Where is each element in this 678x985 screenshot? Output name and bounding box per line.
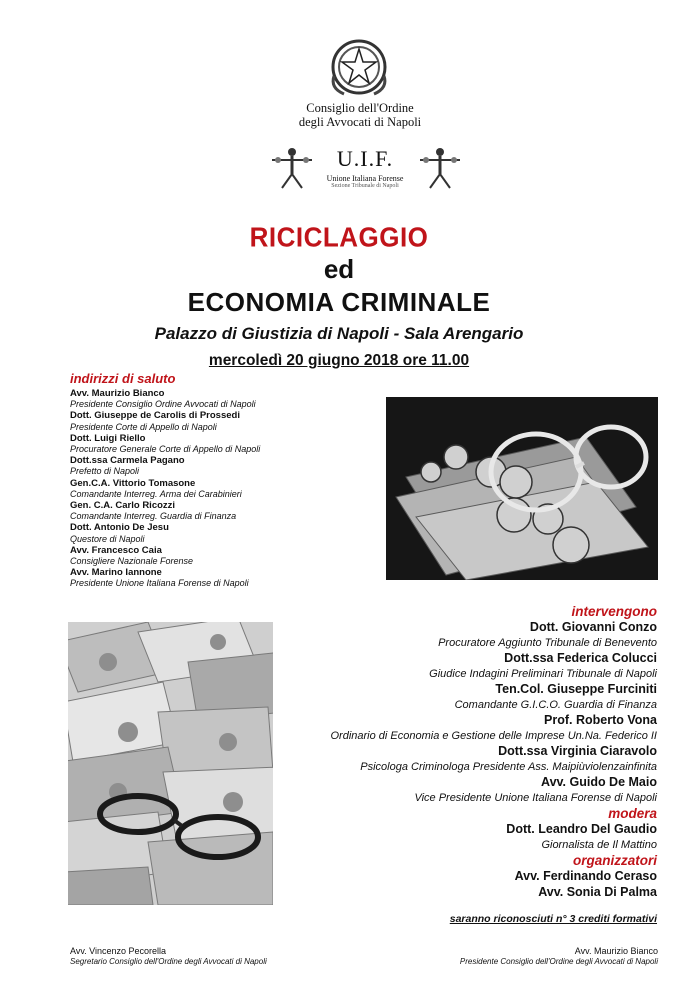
guest-name: Dott.ssa Carmela Pagano (70, 455, 185, 467)
speakers-section (280, 604, 657, 900)
speaker-name: Dott. Giovanni Conzo (529, 620, 657, 634)
signature-name: Avv. Maurizio Bianco (574, 946, 658, 956)
speaker-role: Psicologa Criminologa Presidente Ass. Maipiùviolenzainfinita (360, 760, 657, 773)
guest-name: Avv. Marino Iannone (70, 567, 162, 579)
guest-name: Gen. C.A. Carlo Ricozzi (70, 500, 176, 512)
credits-note: saranno riconosciuti n° 3 crediti formativi (449, 913, 657, 925)
organizer-name: Avv. Ferdinando Ceraso (514, 869, 657, 883)
speaker-name: Ten.Col. Giuseppe Furciniti (495, 682, 657, 696)
organizer-name: Avv. Sonia Di Palma (538, 884, 657, 899)
list-item (70, 500, 370, 522)
speakers-heading: intervengono (571, 604, 657, 619)
guest-role: Presidente Unione Italiana Forense di Napoli (70, 578, 249, 589)
moderator-role: Giornalista de Il Mattino (541, 838, 657, 851)
uif-title: U.I.F. (336, 146, 394, 171)
speaker-role: Vice Presidente Unione Italiana Forense di Napoli (414, 791, 657, 804)
moderator-heading: modera (608, 806, 657, 821)
signature-president (340, 946, 658, 967)
list-item (70, 478, 370, 500)
guest-name: Dott. Giuseppe de Carolis di Prossedi (70, 410, 240, 422)
guest-name: Avv. Francesco Caia (70, 544, 162, 556)
greetings-heading: indirizzi di saluto (70, 371, 176, 386)
speaker-role: Giudice Indagini Preliminari Tribunale di Napoli (429, 667, 657, 680)
greetings-list (70, 388, 370, 590)
signature-role: Presidente Consiglio dell'Ordine degli Avvocati di Napoli (459, 957, 658, 966)
speaker-name: Dott.ssa Virginia Ciaravolo (498, 744, 657, 758)
title-riciclaggio: RICICLAGGIO (249, 220, 429, 254)
guest-role: Prefetto di Napoli (70, 466, 140, 477)
guest-role: Questore di Napoli (70, 533, 145, 544)
signature-secretary (70, 946, 370, 967)
signature-role: Segretario Consiglio dell'Ordine degli Avvocati di Napoli (70, 957, 267, 966)
speaker-name: Prof. Roberto Vona (544, 713, 657, 727)
list-item (70, 455, 370, 477)
speaker-name: Avv. Guido De Maio (541, 775, 657, 789)
guest-role: Procuratore Generale Corte di Appello di Napoli (70, 444, 261, 455)
guest-name: Gen.C.A. Vittorio Tomasone (70, 477, 196, 489)
guest-name: Dott. Antonio De Jesu (70, 522, 169, 534)
speaker-role: Ordinario di Economia e Gestione delle Imprese Un.Na. Federico II (330, 729, 657, 742)
list-item (70, 388, 370, 410)
title-ed: ed (323, 254, 355, 284)
speaker-role: Procuratore Aggiunto Tribunale di Benevento (438, 636, 657, 649)
council-line-1: Consiglio dell'Ordine (306, 101, 414, 115)
guest-name: Avv. Maurizio Bianco (70, 388, 165, 399)
council-line-2: degli Avvocati di Napoli (298, 115, 422, 129)
guest-role: Presidente Corte di Appello di Napoli (70, 421, 217, 432)
speaker-role: Comandante G.I.C.O. Guardia di Finanza (454, 698, 657, 711)
guest-role: Consigliere Nazionale Forense (70, 556, 194, 567)
guest-role: Comandante Interreg. Arma dei Carabinieri (70, 488, 242, 499)
list-item (70, 433, 370, 455)
guest-role: Presidente Consiglio Ordine Avvocati di Napoli (70, 399, 256, 410)
speaker-name: Dott.ssa Federica Colucci (504, 651, 657, 665)
title-economia-criminale: ECONOMIA CRIMINALE (187, 287, 491, 317)
money-handcuffs-photo (386, 397, 658, 580)
list-item (70, 567, 370, 589)
event-venue: Palazzo di Giustizia di Napoli - Sala Arengario (154, 324, 524, 343)
uif-section: Sezione Tribunale di Napoli (331, 183, 399, 189)
moderator-name: Dott. Leandro Del Gaudio (506, 822, 657, 836)
list-item (70, 545, 370, 567)
guest-role: Comandante Interreg. Guardia di Finanza (70, 511, 237, 522)
guest-name: Dott. Luigi Riello (70, 432, 146, 444)
organizers-heading: organizzatori (572, 853, 657, 868)
banknotes-handcuffs-photo (68, 622, 273, 905)
list-item (70, 522, 370, 544)
signature-name: Avv. Vincenzo Pecorella (70, 946, 167, 956)
italian-emblem-icon (326, 36, 392, 98)
council-name (250, 101, 470, 129)
list-item (70, 410, 370, 432)
event-date: mercoledì 20 giugno 2018 ore 11.00 (208, 352, 470, 369)
uif-subtitle: Unione Italiana Forense (326, 174, 404, 183)
